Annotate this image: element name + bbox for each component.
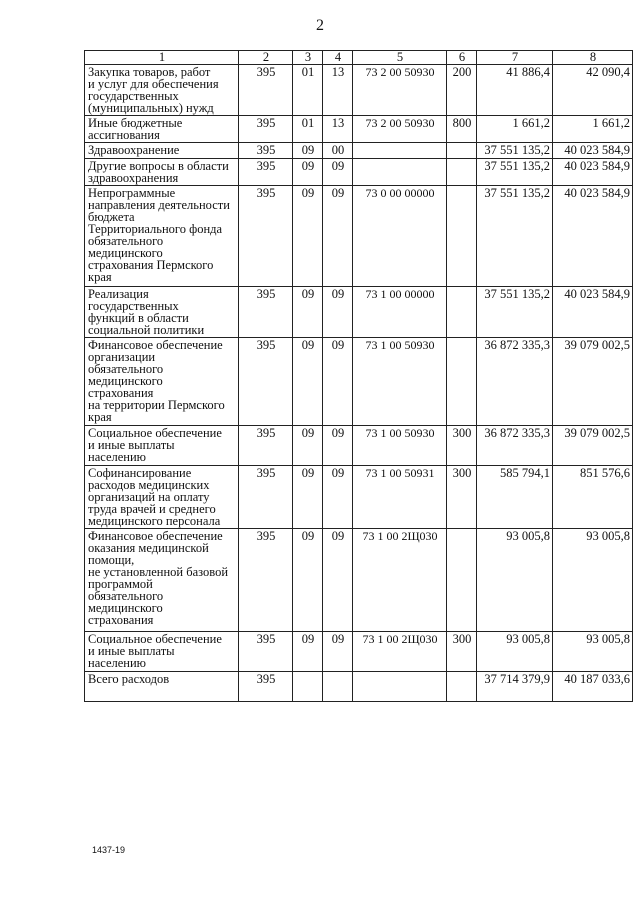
cell-amount-year-2: 93 005,8	[553, 529, 633, 632]
cell-section: 09	[293, 143, 323, 159]
cell-name: Финансовое обеспечение организации обязательного медицинского страхования на территории Пермского края	[85, 338, 239, 426]
cell-amount-year-2: 40 023 584,9	[553, 186, 633, 287]
cell-ministry-code: 395	[239, 632, 293, 672]
cell-ministry-code: 395	[239, 466, 293, 529]
cell-target-article: 73 1 00 50930	[353, 338, 447, 426]
table-row	[85, 159, 633, 186]
cell-expense-type	[447, 159, 477, 186]
cell-ministry-code: 395	[239, 116, 293, 143]
cell-target-article: 73 2 00 50930	[353, 116, 447, 143]
header-cell-expense-type: 6	[447, 51, 477, 65]
cell-amount-year-2: 39 079 002,5	[553, 338, 633, 426]
cell-subsection: 13	[323, 65, 353, 116]
cell-name: Закупка товаров, работ и услуг для обеспечения государственных (муниципальных) нужд	[85, 65, 239, 116]
table-row	[85, 529, 633, 632]
cell-name: Социальное обеспечение и иные выплаты населению	[85, 632, 239, 672]
cell-target-article: 73 1 00 50931	[353, 466, 447, 529]
cell-amount-year-2: 40 023 584,9	[553, 143, 633, 159]
cell-target-article: 73 2 00 50930	[353, 65, 447, 116]
cell-expense-type	[447, 186, 477, 287]
cell-expense-type: 300	[447, 632, 477, 672]
cell-expense-type: 300	[447, 426, 477, 466]
cell-expense-type: 800	[447, 116, 477, 143]
cell-ministry-code: 395	[239, 143, 293, 159]
cell-expense-type: 300	[447, 466, 477, 529]
cell-amount-year-1: 37 551 135,2	[477, 143, 553, 159]
cell-subsection: 09	[323, 529, 353, 632]
cell-expense-type	[447, 287, 477, 338]
table-row	[85, 287, 633, 338]
budget-table	[84, 50, 633, 702]
cell-amount-year-2: 40 023 584,9	[553, 159, 633, 186]
cell-name: Иные бюджетные ассигнования	[85, 116, 239, 143]
cell-expense-type	[447, 143, 477, 159]
header-cell-section: 3	[293, 51, 323, 65]
cell-subsection: 09	[323, 426, 353, 466]
cell-amount-year-1: 585 794,1	[477, 466, 553, 529]
cell-name: Социальное обеспечение и иные выплаты населению	[85, 426, 239, 466]
cell-section: 09	[293, 529, 323, 632]
cell-subsection: 09	[323, 338, 353, 426]
cell-section: 09	[293, 426, 323, 466]
cell-amount-year-1: 1 661,2	[477, 116, 553, 143]
header-cell-name: 1	[85, 51, 239, 65]
cell-section	[293, 672, 323, 702]
cell-section: 01	[293, 65, 323, 116]
cell-amount-year-1: 37 714 379,9	[477, 672, 553, 702]
cell-amount-year-1: 93 005,8	[477, 632, 553, 672]
cell-ministry-code: 395	[239, 159, 293, 186]
cell-ministry-code: 395	[239, 672, 293, 702]
page-number: 2	[316, 17, 324, 34]
cell-section: 09	[293, 338, 323, 426]
cell-expense-type: 200	[447, 65, 477, 116]
cell-amount-year-1: 37 551 135,2	[477, 186, 553, 287]
table-row	[85, 672, 633, 702]
cell-name: Финансовое обеспечение оказания медицинской помощи, не установленной базовой программой обязательного медицинского страхования	[85, 529, 239, 632]
cell-target-article	[353, 159, 447, 186]
cell-expense-type	[447, 338, 477, 426]
cell-ministry-code: 395	[239, 426, 293, 466]
cell-ministry-code: 395	[239, 338, 293, 426]
cell-target-article	[353, 143, 447, 159]
header-cell-amount-year-1: 7	[477, 51, 553, 65]
cell-amount-year-2: 40 187 033,6	[553, 672, 633, 702]
cell-name: Здравоохранение	[85, 143, 239, 159]
cell-subsection: 09	[323, 186, 353, 287]
header-cell-amount-year-2: 8	[553, 51, 633, 65]
cell-ministry-code: 395	[239, 186, 293, 287]
cell-target-article: 73 0 00 00000	[353, 186, 447, 287]
cell-subsection: 09	[323, 287, 353, 338]
cell-name: Всего расходов	[85, 672, 239, 702]
cell-subsection: 09	[323, 466, 353, 529]
cell-amount-year-2: 93 005,8	[553, 632, 633, 672]
header-cell-subsection: 4	[323, 51, 353, 65]
cell-target-article: 73 1 00 00000	[353, 287, 447, 338]
cell-amount-year-1: 36 872 335,3	[477, 426, 553, 466]
cell-amount-year-1: 41 886,4	[477, 65, 553, 116]
cell-subsection: 09	[323, 159, 353, 186]
cell-target-article	[353, 672, 447, 702]
cell-ministry-code: 395	[239, 65, 293, 116]
cell-name: Софинансирование расходов медицинских организаций на оплату труда врачей и среднего медицинского персонала	[85, 466, 239, 529]
table-row	[85, 116, 633, 143]
document-footer-code: 1437-19	[92, 845, 126, 855]
cell-target-article: 73 1 00 2Щ030	[353, 529, 447, 632]
cell-amount-year-2: 851 576,6	[553, 466, 633, 529]
cell-section: 01	[293, 116, 323, 143]
cell-amount-year-2: 40 023 584,9	[553, 287, 633, 338]
table-row	[85, 338, 633, 426]
table-row	[85, 143, 633, 159]
cell-section: 09	[293, 159, 323, 186]
cell-section: 09	[293, 186, 323, 287]
cell-name: Непрограммные направления деятельности бюджета Территориального фонда обязательного медицинского страхования Пермского края	[85, 186, 239, 287]
header-cell-target-article: 5	[353, 51, 447, 65]
cell-name: Другие вопросы в области здравоохранения	[85, 159, 239, 186]
cell-target-article: 73 1 00 2Щ030	[353, 632, 447, 672]
table-header-row	[85, 51, 633, 65]
cell-amount-year-1: 93 005,8	[477, 529, 553, 632]
cell-section: 09	[293, 632, 323, 672]
table-row	[85, 466, 633, 529]
cell-section: 09	[293, 466, 323, 529]
table-row	[85, 426, 633, 466]
header-cell-ministry-code: 2	[239, 51, 293, 65]
cell-amount-year-1: 37 551 135,2	[477, 287, 553, 338]
cell-expense-type	[447, 672, 477, 702]
cell-subsection	[323, 672, 353, 702]
cell-subsection: 13	[323, 116, 353, 143]
cell-amount-year-1: 37 551 135,2	[477, 159, 553, 186]
cell-amount-year-1: 36 872 335,3	[477, 338, 553, 426]
cell-amount-year-2: 1 661,2	[553, 116, 633, 143]
cell-subsection: 09	[323, 632, 353, 672]
cell-name: Реализация государственных функций в области социальной политики	[85, 287, 239, 338]
cell-amount-year-2: 39 079 002,5	[553, 426, 633, 466]
table-row	[85, 186, 633, 287]
cell-target-article: 73 1 00 50930	[353, 426, 447, 466]
cell-amount-year-2: 42 090,4	[553, 65, 633, 116]
table-row	[85, 632, 633, 672]
cell-ministry-code: 395	[239, 287, 293, 338]
cell-section: 09	[293, 287, 323, 338]
cell-ministry-code: 395	[239, 529, 293, 632]
cell-subsection: 00	[323, 143, 353, 159]
cell-expense-type	[447, 529, 477, 632]
table-row	[85, 65, 633, 116]
